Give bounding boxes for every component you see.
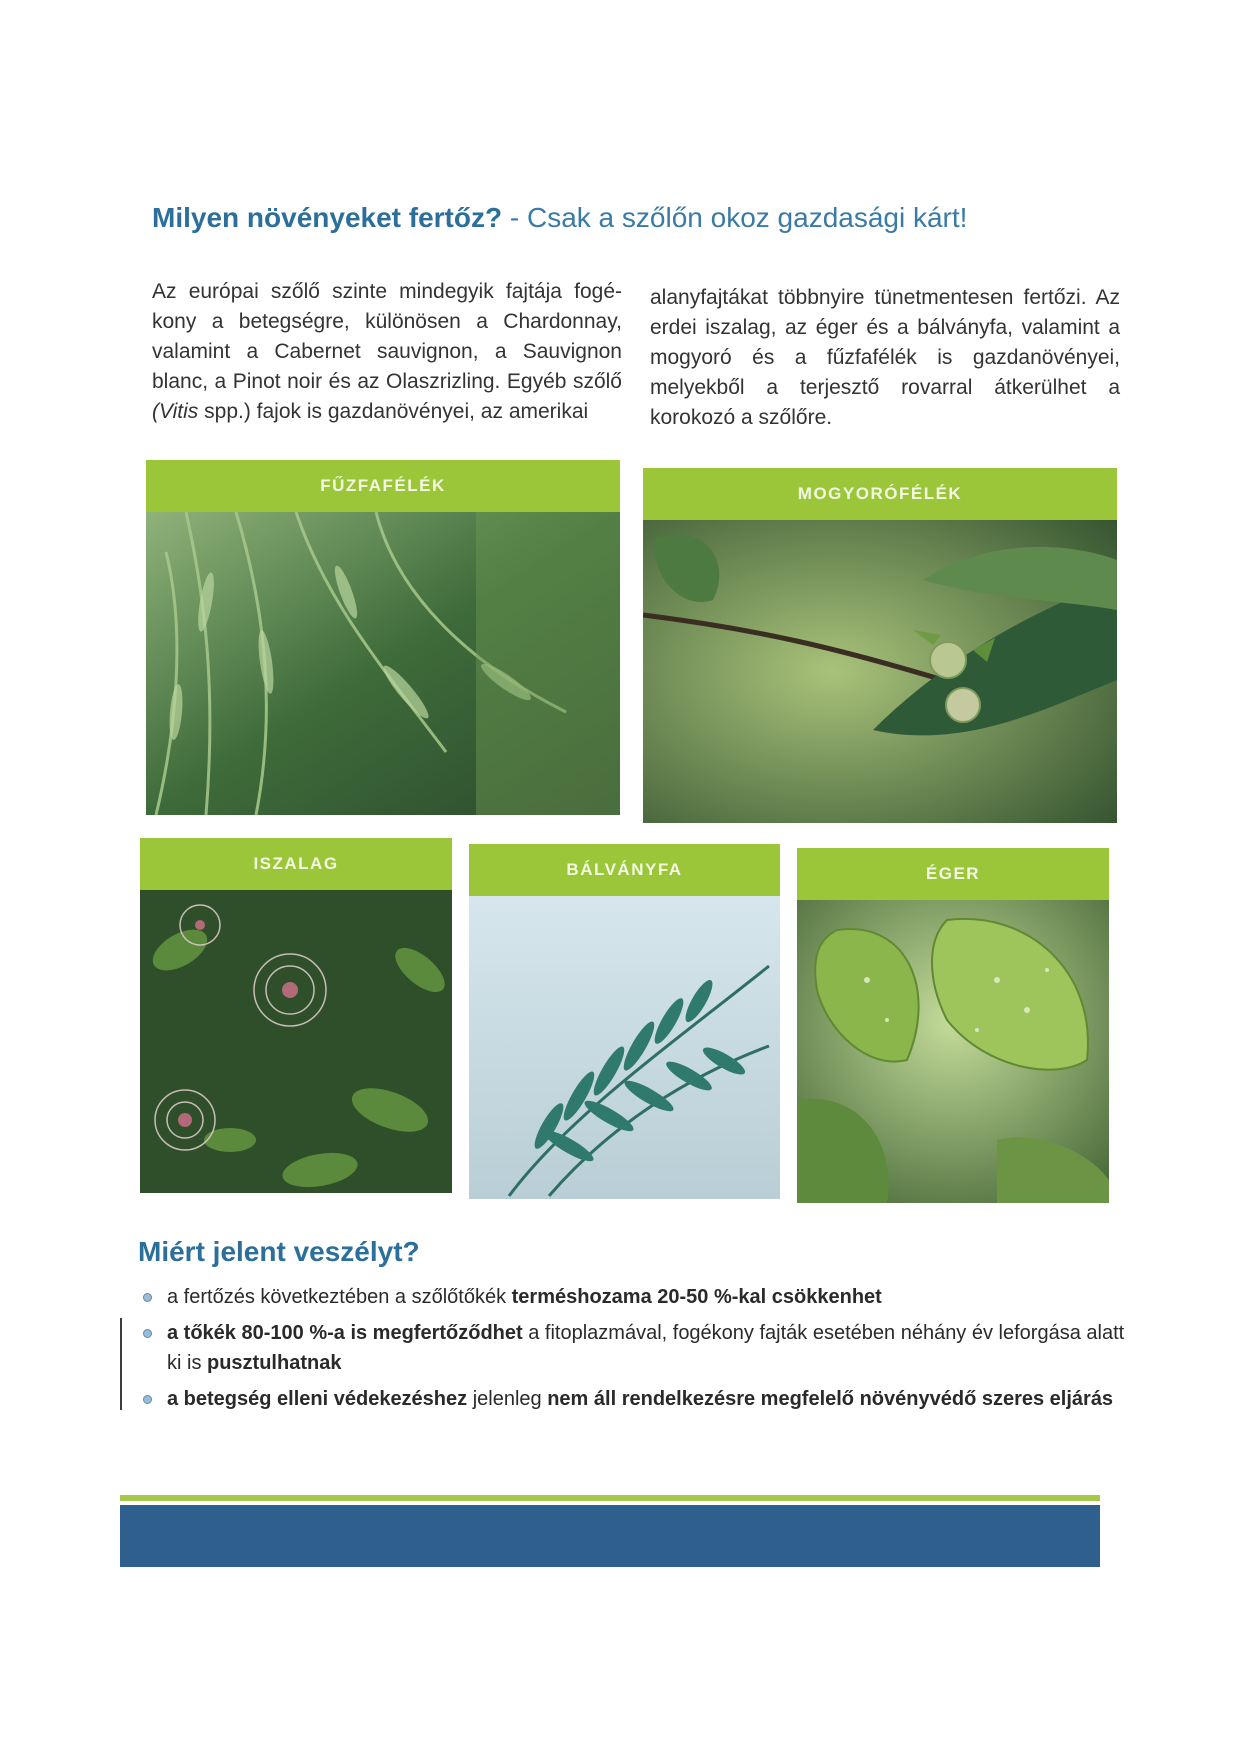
photo-label-ailanthus: BÁLVÁNYFA (469, 844, 780, 896)
clematis-photo-icon (140, 890, 452, 1193)
photo-label-hazel: MOGYORÓFÉLÉK (643, 468, 1117, 520)
bullet-bold: nem áll rendelkezésre megfelelő növényvédő szeres eljárás (547, 1388, 1114, 1410)
photo-ailanthus (469, 844, 780, 1199)
intro-right-column (650, 283, 1120, 433)
footer-green-stripe (120, 1495, 1100, 1501)
danger-title: Miért jelent veszélyt? (138, 1236, 420, 1267)
list-item (145, 1282, 1125, 1312)
bullet-text: a fertőzés következtében a szőlőtőkék (167, 1286, 512, 1308)
list-item (145, 1384, 1125, 1414)
intro-left-tail: spp.) fajok is gazdanövényei, az amerikai (204, 400, 589, 423)
heading-sub: - Csak a szőlőn okoz gazdasági kárt! (509, 202, 968, 233)
heading-main: Milyen növényeket fertőz? (152, 202, 503, 233)
alder-photo-icon (797, 900, 1109, 1203)
bullet-bold: a tőkék 80-100 %-a is megfertőződhet (167, 1322, 523, 1344)
bullet-bold: terméshozama 20-50 %-kal csökkenhet (511, 1286, 882, 1308)
photo-hazel (643, 468, 1117, 823)
photo-clematis (140, 838, 452, 1193)
photo-label-clematis: ISZALAG (140, 838, 452, 890)
intro-left-main: Az európai szőlő szinte mindegyik fajtája fogé-kony a betegségre, különösen a Chardonnay, valamint a Cabernet sauvignon, a Sauvignon blanc, a Pinot noir és az Olaszrizling. Egyéb szőlő (152, 280, 622, 393)
intro-left-italic: (Vitis (152, 400, 199, 423)
bullet-icon (143, 1329, 152, 1338)
intro-left-text (152, 277, 622, 427)
danger-list (145, 1282, 1125, 1420)
hazel-photo-icon (643, 520, 1117, 823)
section-heading (152, 198, 1052, 238)
bullet-text: a fitoplazmával, fogékony fajták esetében néhány év leforgása alatt ki is (167, 1322, 1125, 1374)
ailanthus-photo-icon (469, 896, 780, 1199)
photo-alder (797, 848, 1109, 1203)
list-item (145, 1318, 1125, 1378)
bullet-text: jelenleg (467, 1388, 548, 1410)
bullet-bold: a betegség elleni védekezéshez (167, 1388, 468, 1410)
bullet-icon (143, 1293, 152, 1302)
photo-label-alder: ÉGER (797, 848, 1109, 900)
photo-willow (146, 460, 620, 815)
margin-line (120, 1318, 122, 1410)
photo-label-willow: FŰZFAFÉLÉK (146, 460, 620, 512)
footer-blue-bar (120, 1505, 1100, 1567)
intro-right-text: alanyfajtákat többnyire tünetmentesen fertőzi. Az erdei iszalag, az éger és a bálványfa, valamint a mogyoró és a fűzfafélék is gazdanövényei, melyekből a terjesztő rovarral átkerülhet a korokozó a szőlőre. (650, 286, 1120, 429)
bullet-bold: pusztulhatnak (207, 1352, 342, 1374)
willow-photo-icon (146, 512, 620, 815)
bullet-icon (143, 1395, 152, 1404)
intro-left-column (152, 277, 622, 427)
